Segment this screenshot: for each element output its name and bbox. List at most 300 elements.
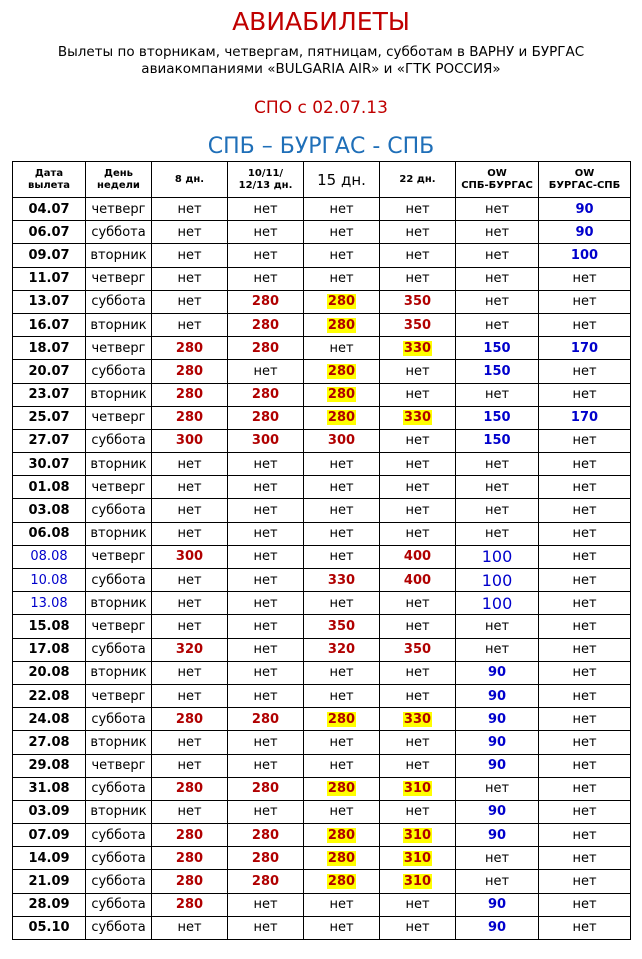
cell-date: 27.08 <box>13 731 86 754</box>
cell-d10 <box>228 592 304 615</box>
cell-ow2 <box>539 453 631 476</box>
cell-value: нет <box>329 271 354 287</box>
cell-value: 280 <box>175 340 204 356</box>
cell-value: нет <box>177 688 202 704</box>
cell-d15 <box>304 800 380 823</box>
cell-value: 90 <box>487 897 507 913</box>
cell-ow1 <box>456 661 539 684</box>
cell-value: нет <box>177 572 202 588</box>
cell-d22 <box>380 313 456 336</box>
cell-value: нет <box>572 827 597 843</box>
cell-d15 <box>304 313 380 336</box>
cell-d22 <box>380 244 456 267</box>
cell-d15 <box>304 569 380 592</box>
cell-value: нет <box>484 850 510 866</box>
cell-date: 03.08 <box>13 499 86 522</box>
cell-d8 <box>152 429 228 452</box>
cell-d8 <box>152 522 228 545</box>
cell-ow1 <box>456 800 539 823</box>
cell-value: нет <box>253 271 278 287</box>
cell-d22 <box>380 916 456 939</box>
table-row <box>13 313 631 336</box>
subtitle-line-2: авиакомпаниями «BULGARIA AIR» и «ГТК РОССИЯ» <box>141 61 501 77</box>
cell-value: 310 <box>403 874 432 890</box>
cell-ow2 <box>539 221 631 244</box>
table-row <box>13 267 631 290</box>
cell-value: 90 <box>487 920 507 936</box>
cell-value: нет <box>329 503 354 519</box>
cell-d8 <box>152 499 228 522</box>
cell-ow1 <box>456 545 539 568</box>
cell-ow1 <box>456 638 539 661</box>
cell-value: нет <box>572 688 597 704</box>
cell-d8 <box>152 406 228 429</box>
cell-value: 90 <box>487 688 507 704</box>
cell-d10 <box>228 824 304 847</box>
cell-day: вторник <box>86 661 152 684</box>
cell-value: 150 <box>483 340 511 356</box>
cell-value: нет <box>572 665 597 681</box>
cell-d22 <box>380 499 456 522</box>
cell-value: 400 <box>403 572 432 588</box>
cell-ow2 <box>539 522 631 545</box>
cell-day: суббота <box>86 638 152 661</box>
cell-value: нет <box>329 665 354 681</box>
cell-day: суббота <box>86 290 152 313</box>
cell-value: нет <box>572 456 597 472</box>
cell-ow1 <box>456 916 539 939</box>
cell-ow1 <box>456 337 539 360</box>
cell-value: нет <box>405 758 430 774</box>
cell-value: 170 <box>570 410 599 426</box>
cell-ow2 <box>539 893 631 916</box>
cell-value: нет <box>177 201 202 217</box>
cell-value: 320 <box>175 642 204 658</box>
cell-day: вторник <box>86 383 152 406</box>
table-row <box>13 684 631 707</box>
cell-value: нет <box>177 317 202 333</box>
cell-value: нет <box>177 618 202 634</box>
cell-value: 100 <box>481 570 513 590</box>
cell-d10 <box>228 870 304 893</box>
cell-day: вторник <box>86 453 152 476</box>
cell-day: четверг <box>86 267 152 290</box>
cell-ow2 <box>539 615 631 638</box>
cell-value: нет <box>253 526 278 542</box>
cell-value: 280 <box>251 317 280 333</box>
cell-d10 <box>228 221 304 244</box>
cell-value: нет <box>177 595 202 611</box>
header-ow-burgas-spb: OW БУРГАС-СПБ <box>539 162 631 198</box>
table-row <box>13 522 631 545</box>
cell-value: нет <box>484 503 510 519</box>
cell-d15 <box>304 429 380 452</box>
cell-value: 280 <box>175 387 204 403</box>
cell-date: 01.08 <box>13 476 86 499</box>
cell-day: четверг <box>86 476 152 499</box>
cell-value: 280 <box>175 827 204 843</box>
cell-day: суббота <box>86 847 152 870</box>
cell-d22 <box>380 777 456 800</box>
header-day: День недели <box>86 162 152 198</box>
cell-day: четверг <box>86 684 152 707</box>
cell-ow1 <box>456 221 539 244</box>
table-row <box>13 545 631 568</box>
cell-d10 <box>228 244 304 267</box>
cell-d10 <box>228 916 304 939</box>
cell-d10 <box>228 313 304 336</box>
cell-ow2 <box>539 870 631 893</box>
header-date: Дата вылета <box>13 162 86 198</box>
cell-d22 <box>380 198 456 221</box>
cell-value: нет <box>405 526 430 542</box>
cell-value: нет <box>405 618 430 634</box>
cell-value: нет <box>405 456 430 472</box>
cell-value: 330 <box>403 340 432 356</box>
cell-d8 <box>152 916 228 939</box>
cell-d8 <box>152 476 228 499</box>
cell-ow1 <box>456 267 539 290</box>
cell-value: 150 <box>483 363 511 379</box>
cell-d22 <box>380 638 456 661</box>
cell-value: 170 <box>570 340 599 356</box>
cell-ow1 <box>456 847 539 870</box>
cell-ow2 <box>539 499 631 522</box>
cell-d10 <box>228 615 304 638</box>
cell-value: 280 <box>175 897 204 913</box>
cell-ow1 <box>456 777 539 800</box>
cell-d15 <box>304 893 380 916</box>
cell-d15 <box>304 406 380 429</box>
cell-d22 <box>380 615 456 638</box>
cell-ow1 <box>456 244 539 267</box>
cell-value: нет <box>484 317 510 333</box>
cell-value: нет <box>177 456 202 472</box>
cell-value: нет <box>177 920 202 936</box>
cell-value: нет <box>572 897 597 913</box>
cell-ow2 <box>539 569 631 592</box>
table-row <box>13 360 631 383</box>
table-row <box>13 337 631 360</box>
cell-d8 <box>152 592 228 615</box>
cell-value: нет <box>405 920 430 936</box>
cell-value: 280 <box>251 781 280 797</box>
cell-value: 280 <box>327 317 356 333</box>
cell-ow2 <box>539 429 631 452</box>
cell-value: 280 <box>175 363 204 379</box>
cell-d15 <box>304 777 380 800</box>
cell-value: нет <box>572 595 597 611</box>
cell-value: нет <box>572 618 597 634</box>
cell-value: нет <box>572 433 597 449</box>
cell-date: 06.07 <box>13 221 86 244</box>
cell-value: нет <box>329 247 354 263</box>
cell-ow2 <box>539 638 631 661</box>
cell-d8 <box>152 684 228 707</box>
cell-d15 <box>304 916 380 939</box>
cell-d8 <box>152 615 228 638</box>
cell-value: 150 <box>483 433 511 449</box>
cell-value: нет <box>484 247 510 263</box>
cell-d8 <box>152 870 228 893</box>
cell-value: нет <box>253 665 278 681</box>
cell-d8 <box>152 453 228 476</box>
cell-ow1 <box>456 499 539 522</box>
cell-value: нет <box>405 363 430 379</box>
cell-d15 <box>304 290 380 313</box>
cell-day: четверг <box>86 754 152 777</box>
cell-value: 90 <box>487 804 507 820</box>
page-title: АВИАБИЛЕТЫ <box>232 7 410 36</box>
cell-ow2 <box>539 708 631 731</box>
cell-ow2 <box>539 267 631 290</box>
cell-value: нет <box>329 734 354 750</box>
cell-value: 280 <box>251 340 280 356</box>
cell-value: 300 <box>175 549 204 565</box>
cell-d10 <box>228 545 304 568</box>
cell-d15 <box>304 870 380 893</box>
cell-d22 <box>380 754 456 777</box>
cell-date: 13.08 <box>13 592 86 615</box>
cell-value: нет <box>253 804 278 820</box>
cell-date: 30.07 <box>13 453 86 476</box>
cell-value: 90 <box>487 827 507 843</box>
cell-date: 08.08 <box>13 545 86 568</box>
cell-ow1 <box>456 870 539 893</box>
cell-ow2 <box>539 916 631 939</box>
cell-d22 <box>380 522 456 545</box>
cell-value: 310 <box>403 781 432 797</box>
cell-value: нет <box>405 271 430 287</box>
cell-value: нет <box>253 503 278 519</box>
cell-ow2 <box>539 406 631 429</box>
cell-ow1 <box>456 360 539 383</box>
cell-value: 350 <box>327 618 356 634</box>
cell-day: вторник <box>86 313 152 336</box>
cell-d22 <box>380 476 456 499</box>
cell-day: вторник <box>86 731 152 754</box>
cell-value: нет <box>329 526 354 542</box>
cell-value: нет <box>405 224 430 240</box>
cell-value: нет <box>405 247 430 263</box>
cell-d22 <box>380 708 456 731</box>
cell-date: 06.08 <box>13 522 86 545</box>
cell-d10 <box>228 360 304 383</box>
cell-value: нет <box>405 897 430 913</box>
cell-d15 <box>304 522 380 545</box>
cell-date: 09.07 <box>13 244 86 267</box>
cell-d15 <box>304 476 380 499</box>
cell-day: четверг <box>86 198 152 221</box>
cell-ow2 <box>539 337 631 360</box>
cell-value: 280 <box>251 711 280 727</box>
cell-value: нет <box>329 688 354 704</box>
cell-value: нет <box>177 503 202 519</box>
table-row <box>13 406 631 429</box>
cell-d8 <box>152 313 228 336</box>
cell-value: 100 <box>481 593 513 613</box>
cell-value: нет <box>253 479 278 495</box>
cell-date: 24.08 <box>13 708 86 731</box>
cell-d15 <box>304 198 380 221</box>
table-row <box>13 615 631 638</box>
cell-date: 10.08 <box>13 569 86 592</box>
header-row <box>13 162 631 198</box>
cell-day: четверг <box>86 615 152 638</box>
cell-d8 <box>152 569 228 592</box>
cell-ow1 <box>456 754 539 777</box>
cell-value: нет <box>484 526 510 542</box>
cell-value: 90 <box>575 201 594 217</box>
table-row <box>13 777 631 800</box>
cell-value: нет <box>253 247 278 263</box>
cell-value: 350 <box>403 642 432 658</box>
cell-ow2 <box>539 360 631 383</box>
cell-value: нет <box>484 874 510 890</box>
cell-value: 90 <box>487 758 507 774</box>
cell-d8 <box>152 893 228 916</box>
cell-ow2 <box>539 383 631 406</box>
cell-value: нет <box>253 734 278 750</box>
cell-d10 <box>228 708 304 731</box>
cell-d8 <box>152 661 228 684</box>
cell-d22 <box>380 290 456 313</box>
cell-d8 <box>152 383 228 406</box>
cell-value: нет <box>253 642 278 658</box>
cell-ow2 <box>539 545 631 568</box>
cell-d10 <box>228 684 304 707</box>
cell-value: нет <box>177 758 202 774</box>
cell-d10 <box>228 429 304 452</box>
cell-d8 <box>152 777 228 800</box>
cell-value: 280 <box>175 850 204 866</box>
cell-value: нет <box>253 224 278 240</box>
cell-d22 <box>380 545 456 568</box>
cell-d15 <box>304 221 380 244</box>
cell-d22 <box>380 893 456 916</box>
cell-value: 280 <box>327 827 356 843</box>
table-row <box>13 731 631 754</box>
cell-value: нет <box>253 363 278 379</box>
cell-ow1 <box>456 615 539 638</box>
cell-d8 <box>152 198 228 221</box>
cell-value: нет <box>177 804 202 820</box>
cell-date: 11.07 <box>13 267 86 290</box>
cell-value: 280 <box>251 874 280 890</box>
cell-d15 <box>304 615 380 638</box>
cell-day: суббота <box>86 916 152 939</box>
cell-value: нет <box>253 595 278 611</box>
cell-day: суббота <box>86 569 152 592</box>
cell-day: суббота <box>86 870 152 893</box>
cell-ow1 <box>456 476 539 499</box>
cell-ow1 <box>456 522 539 545</box>
cell-value: нет <box>405 503 430 519</box>
cell-d10 <box>228 569 304 592</box>
cell-ow2 <box>539 313 631 336</box>
cell-d8 <box>152 337 228 360</box>
cell-value: 330 <box>403 410 432 426</box>
cell-value: 300 <box>327 433 356 449</box>
cell-value: 280 <box>327 363 356 379</box>
table-row <box>13 290 631 313</box>
table-row <box>13 916 631 939</box>
cell-ow2 <box>539 476 631 499</box>
cell-value: 100 <box>570 247 599 263</box>
route-heading: СПБ – БУРГАС - СПБ <box>207 134 435 159</box>
cell-date: 21.09 <box>13 870 86 893</box>
cell-date: 28.09 <box>13 893 86 916</box>
cell-ow2 <box>539 684 631 707</box>
cell-ow2 <box>539 777 631 800</box>
cell-day: четверг <box>86 545 152 568</box>
cell-value: нет <box>572 642 597 658</box>
table-row <box>13 429 631 452</box>
cell-ow1 <box>456 592 539 615</box>
cell-value: 280 <box>251 850 280 866</box>
cell-ow1 <box>456 406 539 429</box>
cell-value: 300 <box>251 433 280 449</box>
cell-d10 <box>228 893 304 916</box>
cell-value: нет <box>405 665 430 681</box>
table-row <box>13 592 631 615</box>
cell-value: нет <box>572 874 597 890</box>
cell-ow1 <box>456 569 539 592</box>
header-10-13-days: 10/11/ 12/13 дн. <box>228 162 304 198</box>
cell-value: нет <box>177 224 202 240</box>
cell-value: нет <box>329 340 354 356</box>
cell-d10 <box>228 476 304 499</box>
cell-d22 <box>380 453 456 476</box>
cell-value: нет <box>484 479 510 495</box>
cell-d15 <box>304 638 380 661</box>
cell-date: 17.08 <box>13 638 86 661</box>
cell-value: нет <box>572 920 597 936</box>
cell-value: нет <box>484 224 510 240</box>
cell-d10 <box>228 267 304 290</box>
cell-value: нет <box>572 271 597 287</box>
cell-value: 280 <box>327 711 356 727</box>
cell-date: 31.08 <box>13 777 86 800</box>
cell-date: 20.07 <box>13 360 86 383</box>
cell-value: нет <box>572 572 597 588</box>
cell-value: нет <box>405 804 430 820</box>
cell-value: нет <box>405 734 430 750</box>
cell-value: нет <box>572 711 597 727</box>
cell-d8 <box>152 545 228 568</box>
cell-value: нет <box>177 734 202 750</box>
subtitle <box>0 44 642 78</box>
cell-value: нет <box>405 479 430 495</box>
cell-date: 23.07 <box>13 383 86 406</box>
cell-ow1 <box>456 708 539 731</box>
table-row <box>13 244 631 267</box>
cell-value: нет <box>329 224 354 240</box>
cell-value: 300 <box>175 433 204 449</box>
cell-d15 <box>304 499 380 522</box>
cell-date: 07.09 <box>13 824 86 847</box>
cell-value: 320 <box>327 642 356 658</box>
cell-ow2 <box>539 198 631 221</box>
cell-ow1 <box>456 824 539 847</box>
cell-value: нет <box>329 595 354 611</box>
cell-d10 <box>228 847 304 870</box>
cell-day: суббота <box>86 499 152 522</box>
cell-d22 <box>380 267 456 290</box>
cell-value: нет <box>253 897 278 913</box>
cell-d8 <box>152 824 228 847</box>
table-row <box>13 870 631 893</box>
